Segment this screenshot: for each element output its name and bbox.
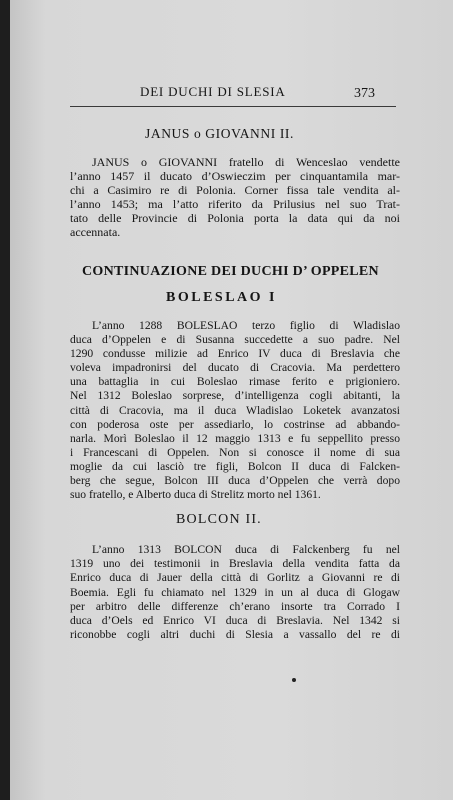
text-line: l’anno 1457 il ducato d’Oswieczim per cinquantamila mar- xyxy=(70,169,400,183)
text-line: moglie da cui lasciò tre figli, Bolcon II duca di Falcken- xyxy=(70,459,400,473)
text-line: accennata. xyxy=(70,225,121,239)
text-line: tato delle Provincie di Polonia porta la data qui da noi xyxy=(70,211,400,225)
text-line: L’anno 1288 BOLESLAO terzo figlio di Wladislao xyxy=(92,319,400,332)
text-line: 1319 uno dei testimonii in Breslavia della vendita fatta da xyxy=(70,557,400,571)
text-line: i Francescani di Oppelen. Non si conosce il nome di sua xyxy=(70,445,400,459)
text-line: l’anno 1453; ma l’atto riferito da Prilusius nel suo Trat- xyxy=(70,197,400,211)
section-heading-continuazione: CONTINUAZIONE DEI DUCHI D’ OPPELEN xyxy=(82,264,379,279)
paragraph-janus xyxy=(70,155,400,239)
text-line: 1290 condusse milizie ad Enrico IV duca di Breslavia che xyxy=(70,347,400,361)
text-line: JANUS o GIOVANNI fratello di Wenceslao vendette xyxy=(92,155,400,169)
paragraph-boleslao xyxy=(70,319,400,502)
text-line: L’anno 1313 BOLCON duca di Falckenberg fu nel xyxy=(92,543,400,556)
text-line: Enrico duca di Jauer della città di Gorlitz a Giovanni re di xyxy=(70,571,400,585)
book-page xyxy=(10,0,453,800)
text-line: riconobbe cogli altri duchi di Slesia a vassallo del re di xyxy=(70,628,400,642)
text-line: duca d’Oels ed Enrico VI duca di Breslavia. Nel 1342 si xyxy=(70,614,400,628)
text-line: suo fratello, e Alberto duca di Strelitz morto nel 1361. xyxy=(70,488,321,502)
text-line: una battaglia in cui Boleslao rimase ferito e prigioniero. xyxy=(70,375,400,389)
text-line: berg che segue, Bolcon III duca d’Oppelen che verrà dopo xyxy=(70,474,400,488)
text-line: Boemia. Egli fu chiamato nel 1329 in un al duca di Glogaw xyxy=(70,585,400,599)
text-line: narla. Morì Boleslao il 12 maggio 1313 e fu seppellito presso xyxy=(70,431,400,445)
paragraph-bolcon xyxy=(70,543,400,642)
header-rule xyxy=(70,106,396,107)
text-line: duca d’Oppelen e di Susanna succedette a suo padre. Nel xyxy=(70,333,400,347)
text-line: per arbitro delle differenze ch’erano insorte tra Corrado I xyxy=(70,599,400,613)
text-line: città di Cracovia, ma il duca Wladislao Loketek avanzatosi xyxy=(70,403,400,417)
text-line: con poderosa oste per assediarlo, lo costrinse ad abbando- xyxy=(70,417,400,431)
ink-dot xyxy=(292,678,296,682)
running-head: DEI DUCHI DI SLESIA xyxy=(140,84,286,99)
page-number: 373 xyxy=(354,86,375,101)
section-heading-boleslao: BOLESLAO I xyxy=(166,290,277,305)
text-line: chi a Casimiro re di Polonia. Corner fissa tale vendita al- xyxy=(70,183,400,197)
section-heading-janus: JANUS o GIOVANNI II. xyxy=(145,126,294,141)
text-line: voleva impadronirsi del ducato di Cracovia. Ma perdettero xyxy=(70,361,400,375)
text-line: Nel 1312 Boleslao sorprese, d’intelligenza cogli abitanti, la xyxy=(70,389,400,403)
section-heading-bolcon: BOLCON II. xyxy=(176,512,262,527)
